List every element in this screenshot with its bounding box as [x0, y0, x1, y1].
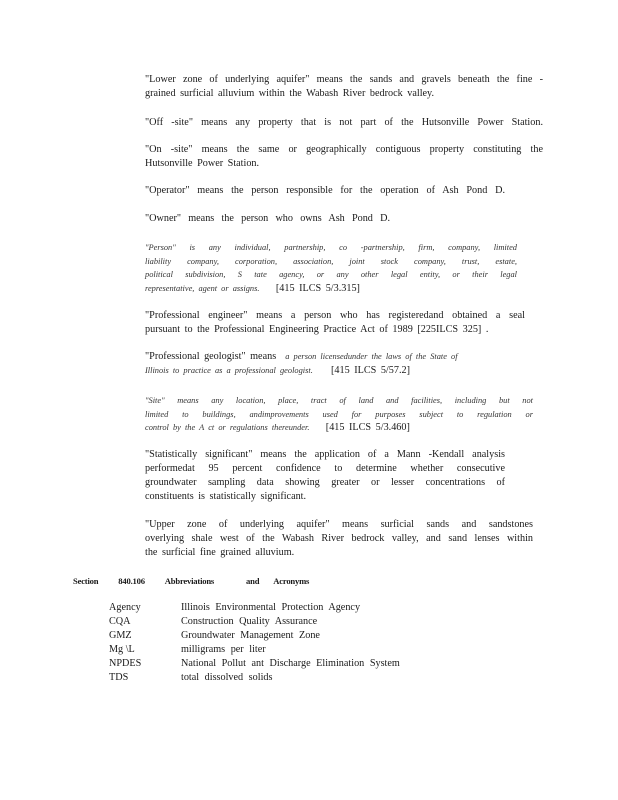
abbreviation-meaning: total dissolved solids: [181, 672, 273, 683]
section-title-word: Acronyms: [273, 576, 310, 586]
definition-line: grained surficial alluvium within the Wabash River bedrock valley.: [145, 88, 435, 99]
definition-text-small: a person licensedunder the laws of the State of: [285, 352, 458, 361]
definition-professional-engineer: [145, 309, 525, 337]
abbreviation-term: NPDES: [109, 658, 142, 669]
definition-on-site: [145, 143, 543, 171]
definition-line: "Operator" means the person responsible for the operation of Ash Pond D.: [145, 185, 505, 196]
abbreviation-table: [109, 601, 400, 685]
definition-site: [145, 394, 533, 435]
abbreviation-meaning: Illinois Environmental Protection Agency: [181, 602, 361, 613]
definition-text: representative, agent or assigns.: [145, 283, 260, 293]
abbreviation-meaning: Groundwater Management Zone: [181, 630, 320, 641]
definition-line: groundwater sampling data showing greater or lesser concentrations of: [145, 477, 505, 488]
definition-line: "Site" means any location, place, tract of land and facilities, including but not: [145, 396, 533, 405]
definition-line: constituents is statistically significant.: [145, 491, 307, 502]
definition-line: performedat 95 percent confidence to determine whether consecutive: [145, 463, 505, 474]
abbreviation-term: TDS: [109, 672, 129, 683]
abbreviation-term: GMZ: [109, 630, 132, 641]
definition-person: [145, 241, 517, 295]
definition-line: the surficial fine grained alluvium.: [145, 547, 295, 558]
definition-line: "Lower zone of underlying aquifer" means the sands and gravels beneath the fine -: [145, 74, 543, 85]
definition-line: "Statistically significant" means the application of a Mann -Kendall analysis: [145, 449, 505, 460]
definition-line: "Off -site" means any property that is not part of the Hutsonville Power Station.: [145, 117, 543, 128]
definition-line: liability company, corporation, association, joint stock company, trust, estate,: [145, 256, 517, 266]
definition-professional-geologist: [145, 350, 525, 378]
definition-text: "Professional geologist" means: [145, 351, 277, 362]
definition-line: "Professional engineer" means a person who has registeredand obtained a seal: [145, 310, 525, 321]
abbreviation-row: [109, 615, 400, 629]
abbreviation-meaning: National Pollut ant Discharge Elimination System: [181, 658, 400, 669]
abbreviation-row: [109, 601, 400, 615]
statute-citation: [415 ILCS 5/57.2]: [330, 365, 410, 376]
definition-line: "Person" is any individual, partnership, co -partnership, firm, company, limited: [145, 243, 517, 252]
abbreviation-meaning: milligrams per liter: [181, 644, 266, 655]
abbreviation-term: Agency: [109, 602, 141, 613]
definition-line: [145, 282, 517, 296]
abbreviation-row: [109, 671, 400, 685]
abbreviation-term: Mg \L: [109, 644, 135, 655]
statute-citation: [415 ILCS 5/3.460]: [325, 422, 410, 433]
definition-statistically-significant: [145, 448, 505, 504]
definition-line: limited to buildings, andimprovements used for purposes subject to regulation or: [145, 409, 533, 419]
definition-text-small: Illinois to practice as a professional geologist.: [145, 366, 313, 375]
definition-owner: [145, 212, 390, 226]
definition-upper-zone: [145, 518, 533, 560]
abbreviation-row: [109, 629, 400, 643]
section-title-word: Abbreviations: [164, 576, 215, 586]
definition-line: [145, 350, 525, 364]
definition-line: "On -site" means the same or geographically contiguous property constituting the: [145, 144, 543, 155]
section-title-word: and: [246, 576, 260, 586]
definition-operator: [145, 184, 505, 198]
definition-line: "Upper zone of underlying aquifer" means surficial sands and sandstones: [145, 519, 533, 530]
definition-off-site: [145, 116, 543, 130]
definition-line: [145, 421, 533, 435]
definition-lower-zone: [145, 73, 543, 101]
definition-line: overlying shale west of the Wabash River bedrock valley, and sand lenses within: [145, 533, 533, 544]
abbreviation-meaning: Construction Quality Assurance: [181, 616, 318, 627]
section-number: 840.106: [118, 576, 145, 586]
definition-line: pursuant to the Professional Engineering Practice Act of 1989 [225ILCS 325] .: [145, 324, 489, 335]
section-label: Section: [73, 576, 99, 586]
abbreviation-row: [109, 643, 400, 657]
definition-line: [145, 364, 525, 378]
statute-citation: [415 ILCS 5/3.315]: [275, 282, 360, 294]
abbreviation-term: CQA: [109, 616, 131, 627]
definition-line: political subdivision, S tate agency, or any other legal entity, or their legal: [145, 270, 517, 279]
section-heading: [73, 576, 309, 586]
definition-text: control by the A ct or regulations thereunder.: [145, 423, 310, 432]
abbreviation-row: [109, 657, 400, 671]
definition-line: Hutsonville Power Station.: [145, 158, 260, 169]
definition-line: "Owner" means the person who owns Ash Pond D.: [145, 213, 390, 224]
